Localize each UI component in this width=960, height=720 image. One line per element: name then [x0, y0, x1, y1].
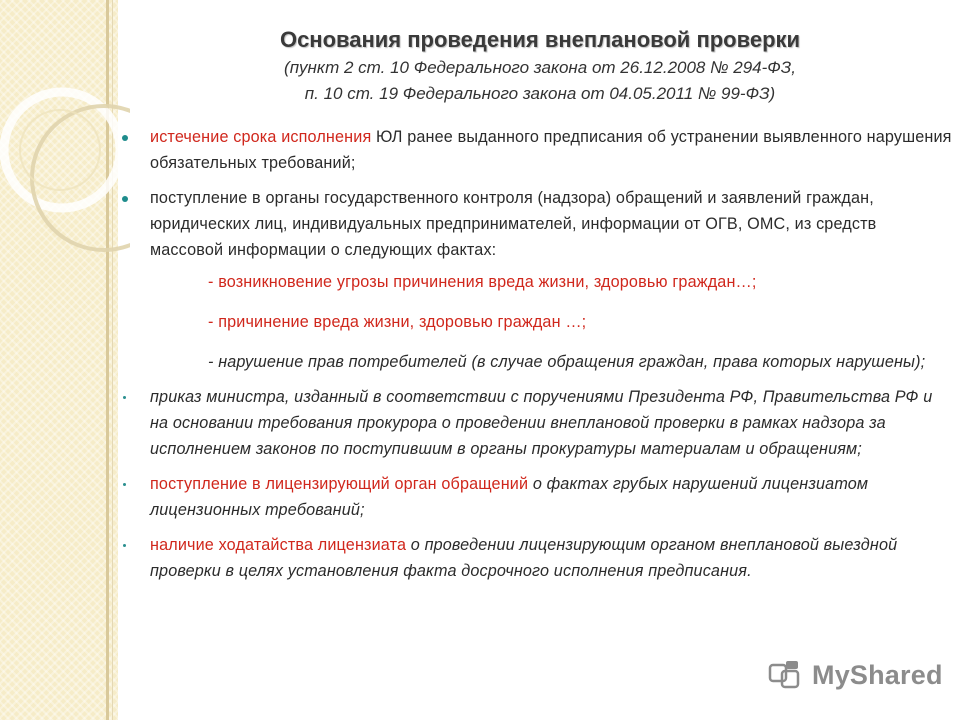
list-item-5 — [120, 532, 952, 584]
sub-item-3-wrap — [120, 349, 952, 375]
title-block — [130, 26, 950, 106]
subtitle-line-2: п. 10 ст. 19 Федерального закона от 04.05.2011 № 99-ФЗ) — [304, 84, 776, 103]
bullet-icon — [122, 135, 128, 141]
bullet-icon — [123, 396, 126, 399]
list-item-1 — [120, 124, 952, 176]
item-4-highlight: поступление в лицензирующий орган обращений — [150, 475, 529, 493]
list-item-3 — [120, 384, 952, 462]
watermark-text: MyShared — [812, 659, 943, 690]
item-1-highlight: истечение срока исполнения — [150, 128, 372, 146]
main-list — [120, 124, 952, 584]
sub-item-3: - нарушение прав потребителей (в случае обращения граждан, права которых нарушены); — [208, 353, 926, 371]
list-item-2 — [120, 185, 952, 263]
watermark — [768, 655, 943, 695]
item-2-text: поступление в органы государственного контроля (надзора) обращений и заявлений граждан, юридических лиц, индивидуальных предпринимателей, информации от ОГВ, ОМС, из средств массовой информации о следующих фактах: — [150, 189, 877, 259]
item-1-text: ЮЛ ранее выданного предписания об устранении выявленного нарушения обязательных требований; — [150, 128, 952, 172]
list-item-4 — [120, 471, 952, 523]
item-5-text: о проведении лицензирующим органом внеплановой выездной проверки в целях установления факта досрочного исполнения предписания. — [150, 536, 898, 580]
item-3-text: приказ министра, изданный в соответствии с поручениями Президента РФ, Правительства РФ и на основании требования прокурора о проведении внеплановой проверки в рамках надзора за исполнением законов по поступившим в органы прокуратуры материалам и обращениям; — [150, 388, 933, 458]
page-title: Основания проведения внеплановой проверки — [279, 27, 801, 52]
item-5-highlight: наличие ходатайства лицензиата — [150, 536, 407, 554]
sub-item-2: - причинение вреда жизни, здоровью граждан …; — [208, 313, 587, 331]
sub-item-1: - возникновение угрозы причинения вреда жизни, здоровью граждан…; — [208, 273, 757, 291]
item-4-text: о фактах грубых нарушений лицензиатом лицензионных требований; — [150, 475, 869, 519]
bullet-icon — [123, 544, 126, 547]
bullet-icon — [123, 483, 126, 486]
bullet-icon — [122, 196, 128, 202]
subtitle-line-1: (пункт 2 ст. 10 Федерального закона от 26.12.2008 № 294-ФЗ, — [284, 58, 796, 77]
watermark-logo-icon — [768, 659, 804, 691]
decorative-circles — [0, 0, 130, 720]
